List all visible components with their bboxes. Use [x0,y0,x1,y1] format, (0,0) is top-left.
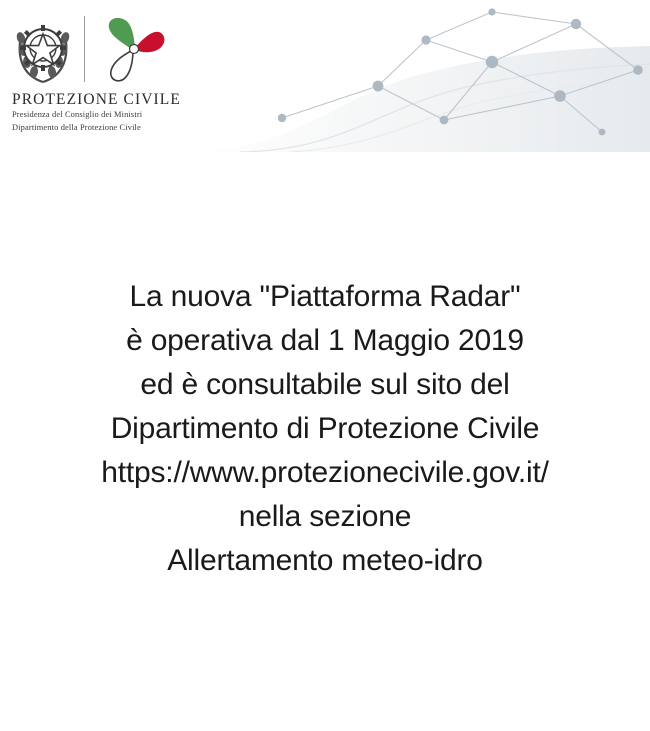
message-line: Dipartimento di Protezione Civile [110,412,540,445]
message-line: Allertamento meteo-idro [167,544,483,577]
message-line: è operativa dal 1 Maggio 2019 [126,324,524,357]
content-area [0,152,650,731]
logo-lockup [12,14,312,133]
announcement-message [0,275,650,583]
message-url-line: https://www.protezionecivile.gov.it/ [101,456,549,489]
logo-divider [84,16,85,82]
protezione-civile-trinacria-icon [97,14,171,86]
logo-subtitle-line-1: Presidenza del Consiglio dei Ministri [12,110,143,119]
italian-republic-emblem-icon [12,14,74,86]
site-header [0,0,650,153]
logo-text-block [12,91,312,133]
logo-title: PROTEZIONE CIVILE [12,91,181,108]
message-line: ed è consultabile sul sito del [140,368,510,401]
message-line: nella sezione [238,500,412,533]
logo-subtitle-line-2: Dipartimento della Protezione Civile [12,122,141,132]
logo-marks-row [12,14,312,86]
message-line: La nuova "Piattaforma Radar" [129,280,521,313]
